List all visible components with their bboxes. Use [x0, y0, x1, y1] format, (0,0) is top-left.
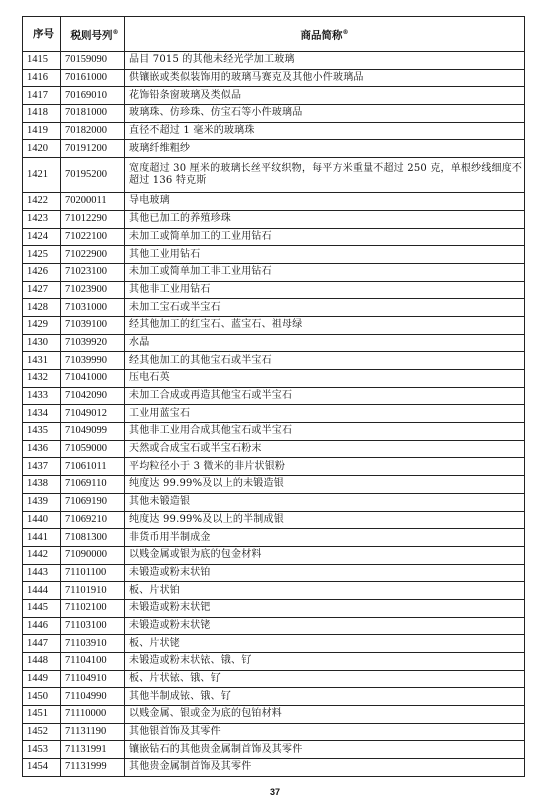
row-seq: 1428 — [23, 299, 61, 317]
row-name: 其他工业用钻石 — [125, 246, 525, 264]
table-row — [23, 582, 525, 600]
row-seq: 1420 — [23, 140, 61, 158]
table-row — [23, 688, 525, 706]
row-code: 71041000 — [61, 370, 125, 388]
row-name: 导电玻璃 — [125, 193, 525, 211]
table-row — [23, 423, 525, 441]
table-row — [23, 299, 525, 317]
table-row — [23, 122, 525, 140]
row-seq: 1437 — [23, 458, 61, 476]
row-seq: 1436 — [23, 440, 61, 458]
row-seq: 1441 — [23, 529, 61, 547]
row-seq: 1448 — [23, 653, 61, 671]
row-code: 70161000 — [61, 69, 125, 87]
row-code: 71102100 — [61, 599, 125, 617]
row-name: 未加工或简单加工非工业用钻石 — [125, 263, 525, 281]
row-name: 直径不超过 1 毫米的玻璃珠 — [125, 122, 525, 140]
row-code: 71023900 — [61, 281, 125, 299]
row-name: 天然或合成宝石或半宝石粉末 — [125, 440, 525, 458]
row-code: 71031000 — [61, 299, 125, 317]
row-name: 未加工合成或再造其他宝石或半宝石 — [125, 387, 525, 405]
row-code: 71049099 — [61, 423, 125, 441]
row-seq: 1426 — [23, 263, 61, 281]
table-row — [23, 617, 525, 635]
row-name: 宽度超过 30 厘米的玻璃长丝平纹织物，每平方米重量不超过 250 克，单根纱线细度不超过 136 特克斯 — [125, 158, 525, 193]
row-seq: 1451 — [23, 706, 61, 724]
header-name — [125, 17, 525, 52]
table-row — [23, 316, 525, 334]
header-seq-label: 序号 — [33, 28, 54, 40]
row-code: 71039100 — [61, 316, 125, 334]
table-row — [23, 529, 525, 547]
header-code-label: 税则号列 — [70, 29, 113, 42]
tariff-table — [22, 16, 525, 777]
row-seq: 1430 — [23, 334, 61, 352]
row-seq: 1424 — [23, 228, 61, 246]
row-code: 71042090 — [61, 387, 125, 405]
row-seq: 1435 — [23, 423, 61, 441]
row-code: 71049012 — [61, 405, 125, 423]
table-row — [23, 193, 525, 211]
row-code: 71104990 — [61, 688, 125, 706]
table-row — [23, 105, 525, 123]
row-name: 平均粒径小于 3 微米的非片状银粉 — [125, 458, 525, 476]
row-seq: 1444 — [23, 582, 61, 600]
row-code: 71023100 — [61, 263, 125, 281]
row-name: 压电石英 — [125, 370, 525, 388]
table-row — [23, 653, 525, 671]
row-name: 未锻造或粉末状铑 — [125, 617, 525, 635]
table-row — [23, 334, 525, 352]
row-code: 71061011 — [61, 458, 125, 476]
row-name: 板、片状铱、锇、钌 — [125, 670, 525, 688]
table-row — [23, 599, 525, 617]
row-name: 其他非工业用合成其他宝石或半宝石 — [125, 423, 525, 441]
row-seq: 1445 — [23, 599, 61, 617]
table-row — [23, 759, 525, 777]
row-name: 镶嵌钻石的其他贵金属制首饰及其零件 — [125, 741, 525, 759]
row-seq: 1452 — [23, 723, 61, 741]
header-code-mark: ® — [112, 28, 119, 36]
row-code: 71022100 — [61, 228, 125, 246]
table-row — [23, 87, 525, 105]
row-code: 71101910 — [61, 582, 125, 600]
page-number: 37 — [269, 787, 280, 797]
row-name: 未加工或简单加工的工业用钻石 — [125, 228, 525, 246]
row-name: 玻璃珠、仿珍珠、仿宝石等小件玻璃品 — [125, 105, 525, 123]
row-code: 71104910 — [61, 670, 125, 688]
row-seq: 1416 — [23, 69, 61, 87]
table-row — [23, 635, 525, 653]
row-code: 70182000 — [61, 122, 125, 140]
row-name: 板、片状铑 — [125, 635, 525, 653]
row-code: 70181000 — [61, 105, 125, 123]
row-name: 其他未锻造银 — [125, 493, 525, 511]
row-code: 71039990 — [61, 352, 125, 370]
row-name: 其他非工业用钻石 — [125, 281, 525, 299]
row-code: 71103910 — [61, 635, 125, 653]
table-row — [23, 52, 525, 70]
table-row — [23, 281, 525, 299]
row-name: 经其他加工的其他宝石或半宝石 — [125, 352, 525, 370]
row-seq: 1438 — [23, 476, 61, 494]
row-name: 其他银首饰及其零件 — [125, 723, 525, 741]
table-row — [23, 741, 525, 759]
row-code: 71022900 — [61, 246, 125, 264]
row-name: 纯度达 99.99%及以上的半制成银 — [125, 511, 525, 529]
row-seq: 1429 — [23, 316, 61, 334]
row-name: 经其他加工的红宝石、蓝宝石、祖母绿 — [125, 316, 525, 334]
row-name: 其他已加工的养殖珍珠 — [125, 210, 525, 228]
row-seq: 1423 — [23, 210, 61, 228]
row-seq: 1415 — [23, 52, 61, 70]
row-code: 71131190 — [61, 723, 125, 741]
row-code: 71012290 — [61, 210, 125, 228]
table-row — [23, 140, 525, 158]
table-row — [23, 69, 525, 87]
table-row — [23, 476, 525, 494]
row-name: 玻璃纤维粗纱 — [125, 140, 525, 158]
row-code: 70169010 — [61, 87, 125, 105]
table-row — [23, 440, 525, 458]
row-seq: 1421 — [23, 158, 61, 193]
row-name: 纯度达 99.99%及以上的未锻造银 — [125, 476, 525, 494]
table-row — [23, 458, 525, 476]
header-name-label: 商品简称 — [300, 29, 343, 42]
row-name: 其他贵金属制首饰及其零件 — [125, 759, 525, 777]
row-code: 71069190 — [61, 493, 125, 511]
row-code: 71131991 — [61, 741, 125, 759]
row-seq: 1447 — [23, 635, 61, 653]
row-code: 71090000 — [61, 546, 125, 564]
row-seq: 1442 — [23, 546, 61, 564]
row-seq: 1432 — [23, 370, 61, 388]
row-seq: 1431 — [23, 352, 61, 370]
row-seq: 1425 — [23, 246, 61, 264]
header-seq — [23, 17, 61, 52]
row-code: 71069210 — [61, 511, 125, 529]
table-row — [23, 511, 525, 529]
table-row — [23, 493, 525, 511]
table-row — [23, 246, 525, 264]
row-name: 其他半制成铱、锇、钌 — [125, 688, 525, 706]
row-name: 工业用蓝宝石 — [125, 405, 525, 423]
table-row — [23, 370, 525, 388]
row-code: 71131999 — [61, 759, 125, 777]
row-seq: 1427 — [23, 281, 61, 299]
row-code: 70191200 — [61, 140, 125, 158]
row-seq: 1418 — [23, 105, 61, 123]
row-seq: 1443 — [23, 564, 61, 582]
row-seq: 1454 — [23, 759, 61, 777]
row-code: 71103100 — [61, 617, 125, 635]
row-code: 70159090 — [61, 52, 125, 70]
row-seq: 1434 — [23, 405, 61, 423]
row-seq: 1439 — [23, 493, 61, 511]
row-code: 71039920 — [61, 334, 125, 352]
row-name: 板、片状铂 — [125, 582, 525, 600]
table-row — [23, 210, 525, 228]
row-name: 非货币用半制成金 — [125, 529, 525, 547]
row-code: 70195200 — [61, 158, 125, 193]
table-row — [23, 387, 525, 405]
row-name: 品目 7015 的其他未经光学加工玻璃 — [125, 52, 525, 70]
table-header-row — [23, 17, 525, 52]
table-row — [23, 158, 525, 193]
row-seq: 1449 — [23, 670, 61, 688]
row-seq: 1422 — [23, 193, 61, 211]
header-name-mark: ® — [342, 28, 349, 36]
row-name: 水晶 — [125, 334, 525, 352]
row-code: 71110000 — [61, 706, 125, 724]
row-seq: 1446 — [23, 617, 61, 635]
table-row — [23, 564, 525, 582]
row-seq: 1453 — [23, 741, 61, 759]
row-code: 71101100 — [61, 564, 125, 582]
row-name: 花饰铅条窗玻璃及类似品 — [125, 87, 525, 105]
table-row — [23, 352, 525, 370]
table-body — [23, 52, 525, 777]
row-code: 70200011 — [61, 193, 125, 211]
row-name: 未锻造或粉末状铂 — [125, 564, 525, 582]
row-seq: 1450 — [23, 688, 61, 706]
table-row — [23, 263, 525, 281]
table-row — [23, 228, 525, 246]
table-row — [23, 670, 525, 688]
row-name: 以贱金属或银为底的包金材料 — [125, 546, 525, 564]
row-code: 71059000 — [61, 440, 125, 458]
row-code: 71081300 — [61, 529, 125, 547]
row-seq: 1417 — [23, 87, 61, 105]
row-code: 71069110 — [61, 476, 125, 494]
row-name: 供镶嵌或类似装饰用的玻璃马赛克及其他小件玻璃品 — [125, 69, 525, 87]
row-code: 71104100 — [61, 653, 125, 671]
header-code — [61, 17, 125, 52]
table-row — [23, 546, 525, 564]
row-name: 未锻造或粉末状铱、锇、钌 — [125, 653, 525, 671]
table-row — [23, 405, 525, 423]
table-row — [23, 723, 525, 741]
row-name: 未锻造或粉末状钯 — [125, 599, 525, 617]
tariff-table-page — [22, 16, 524, 777]
row-seq: 1433 — [23, 387, 61, 405]
row-seq: 1440 — [23, 511, 61, 529]
table-row — [23, 706, 525, 724]
row-name: 以贱金属、银或金为底的包铂材料 — [125, 706, 525, 724]
row-name: 未加工宝石或半宝石 — [125, 299, 525, 317]
row-seq: 1419 — [23, 122, 61, 140]
